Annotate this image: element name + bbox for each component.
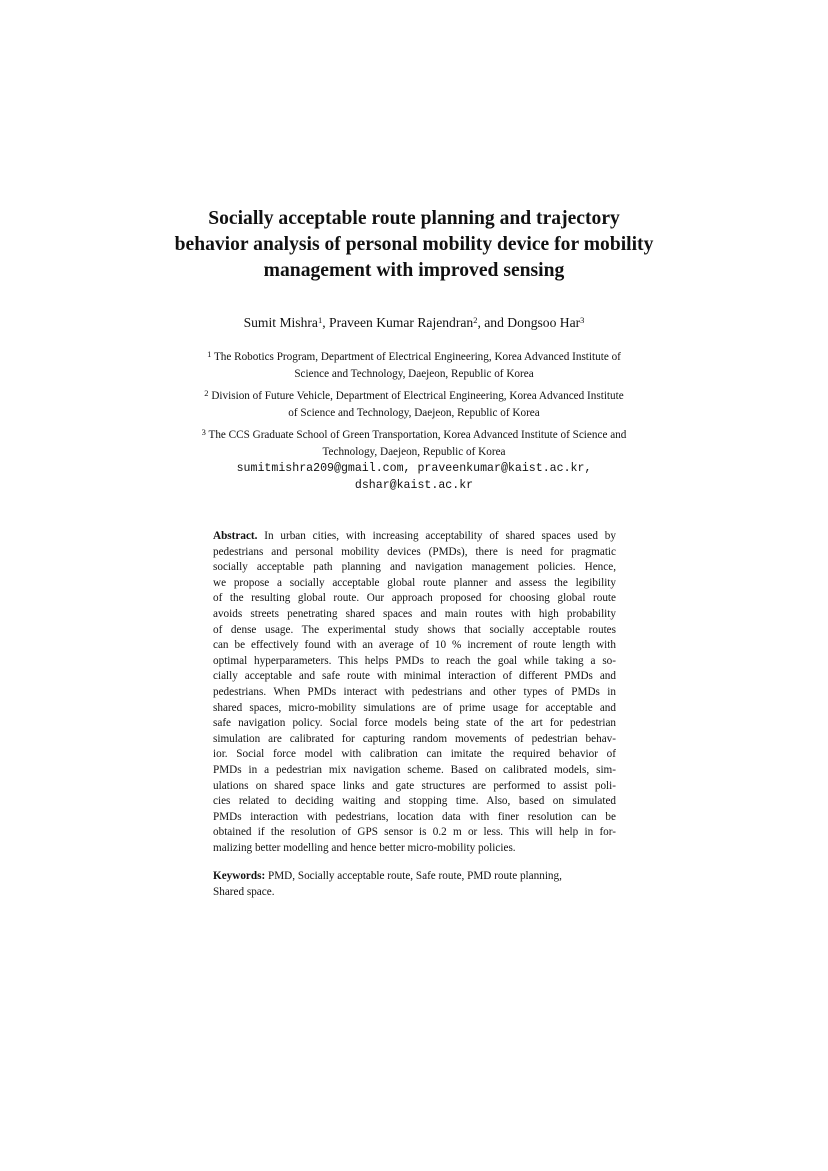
abstract-label: Abstract.	[213, 530, 258, 542]
author-affiliation-mark: 3	[580, 315, 585, 325]
affiliation	[170, 388, 658, 422]
abstract-line: shared spaces, micro-mobility simulations are of prime usage for acceptable and	[213, 701, 616, 714]
abstract-line: we propose a socially acceptable global route planner and assess the legibility	[213, 576, 616, 589]
abstract-line: pedestrians and personal mobility devices (PMDs), there is need for pragmatic	[213, 545, 616, 558]
affiliation-text: of Science and Technology, Daejeon, Republic of Korea	[288, 407, 540, 419]
affiliation-text: Science and Technology, Daejeon, Republic of Korea	[294, 368, 534, 380]
email-line: dshar@kaist.ac.kr	[354, 479, 474, 492]
abstract-line: PMDs in a pedestrian mix navigation scheme. Based on calibrated models, sim-	[213, 763, 616, 776]
author-list	[150, 314, 678, 332]
affiliation-mark: 2	[204, 388, 209, 398]
abstract-line: simulation are calibrated for capturing random movements of pedestrian behav-	[213, 732, 616, 745]
author-affiliation-mark: 1	[317, 315, 323, 325]
keywords-label: Keywords:	[213, 870, 266, 882]
abstract-line: ior. Social force model with calibration can imitate the required behavior of	[213, 748, 616, 761]
affiliation-text: Technology, Daejeon, Republic of Korea	[322, 446, 506, 458]
abstract-line: of dense usage. The experimental study shows that socially acceptable routes	[213, 623, 616, 636]
affiliation-mark: 1	[207, 349, 212, 359]
email-line: sumitmishra209@gmail.com, praveenkumar@kaist.ac.kr,	[236, 462, 592, 475]
title-line: management with improved sensing	[263, 260, 565, 281]
affiliation-text: The CCS Graduate School of Green Transportation, Korea Advanced Institute of Science and	[208, 429, 627, 441]
abstract-text: In urban cities, with increasing acceptability of shared spaces used by	[257, 530, 616, 542]
keywords-line: Shared space.	[213, 885, 275, 898]
author-emails	[170, 460, 658, 494]
abstract-line: cies related to deciding waiting and stopping time. Also, based on simulated	[213, 795, 616, 808]
abstract	[213, 529, 616, 856]
abstract-line: cially acceptable and safe route with minimal interaction of different PMDs and	[213, 670, 616, 683]
author-name: Praveen Kumar Rajendran	[329, 315, 474, 330]
abstract-line: PMDs interaction with pedestrians, location data with finer resolution can be	[213, 810, 616, 823]
abstract-line: malizing better modelling and hence better micro-mobility policies.	[213, 841, 516, 854]
author-separator: , and	[477, 315, 508, 330]
author-name: Dongsoo Har	[507, 315, 581, 330]
abstract-line: socially acceptable path planning and navigation management policies. Hence,	[213, 561, 616, 574]
abstract-line: pedestrians. When PMDs interact with pedestrians and other types of PMDs in	[213, 685, 616, 698]
author-affiliation-mark: 2	[473, 315, 478, 325]
abstract-line: of the resulting global route. Our approach proposed for choosing global route	[213, 592, 616, 605]
title-line: behavior analysis of personal mobility device for mobility	[174, 234, 654, 255]
abstract-line: ulations on shared space links and gate structures are performed to assist poli-	[213, 779, 616, 792]
abstract-line: optimal hyperparameters. This helps PMDs to reach the goal while taking a so-	[213, 654, 616, 667]
paper-title	[150, 206, 678, 284]
keywords-line	[213, 869, 616, 885]
author-name: Sumit Mishra	[243, 315, 318, 330]
affiliation	[170, 427, 658, 461]
affiliation	[170, 349, 658, 383]
abstract-line	[213, 529, 616, 545]
affiliation-text: The Robotics Program, Department of Electrical Engineering, Korea Advanced Institute of	[213, 351, 621, 363]
affiliation-text: Division of Future Vehicle, Department of Electrical Engineering, Korea Advanced Institute	[211, 390, 624, 402]
title-line: Socially acceptable route planning and trajectory	[208, 208, 620, 229]
author-separator: ,	[322, 315, 330, 330]
keywords-text: PMD, Socially acceptable route, Safe route, PMD route planning,	[265, 870, 562, 882]
abstract-line: safe navigation policy. Social force models being state of the art for pedestrian	[213, 717, 616, 730]
abstract-line: obtained if the resolution of GPS sensor is 0.2 m or less. This will help in for-	[213, 826, 616, 839]
keywords	[213, 869, 616, 900]
abstract-line: avoids streets penetrating shared spaces and main routes with high probability	[213, 607, 616, 620]
abstract-line: can be effectively found with an average of 10 % increment of route length with	[213, 639, 616, 652]
affiliation-mark: 3	[201, 427, 206, 437]
